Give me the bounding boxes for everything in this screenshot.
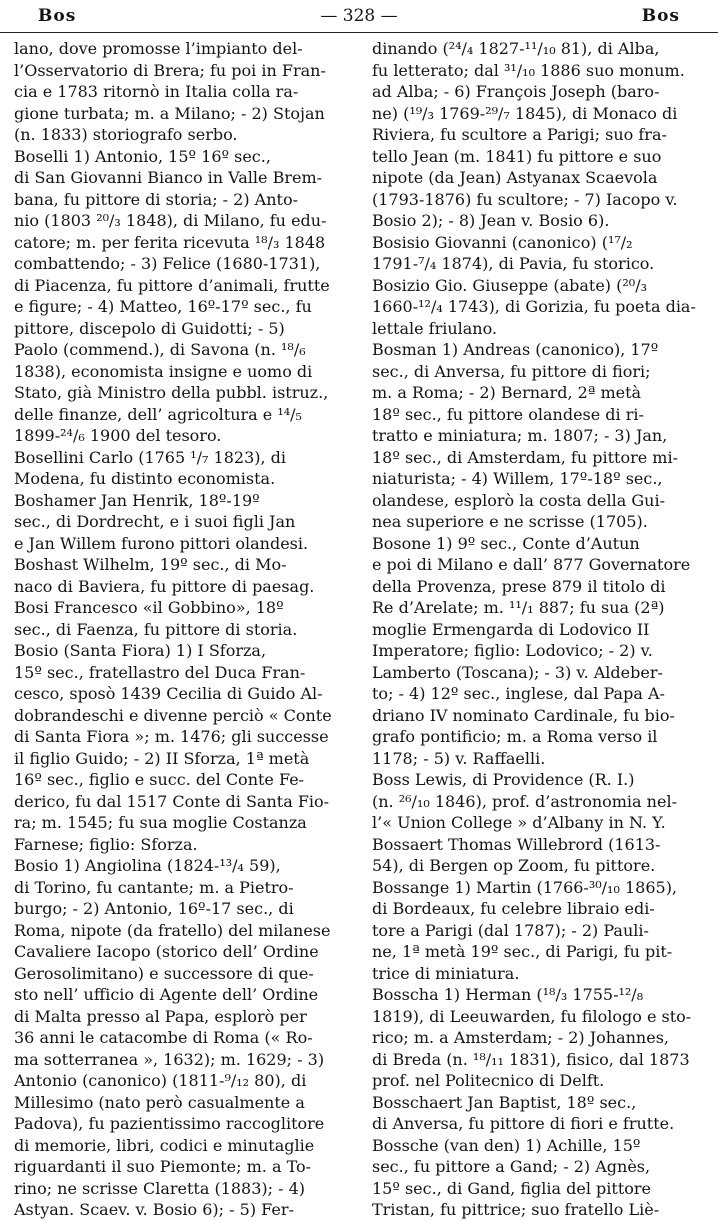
text-line: pittore, discepolo di Guidotti; - 5) <box>14 318 285 338</box>
text-line: cia e 1783 ritornò in Italia colla ra- <box>14 82 299 101</box>
text-line: olandese, esplorò la costa della Gui- <box>372 490 665 510</box>
text-line: gione turbata; m. a Milano; - 2) Stojan <box>14 103 325 123</box>
text-line: sec., fu pittore a Gand; - 2) Agnès, <box>372 1157 651 1176</box>
text-line: (n. 1833) storiografo serbo. <box>14 125 238 144</box>
text-line: catore; m. per ferita ricevuta ¹⁸/₃ 1848 <box>14 232 326 252</box>
text-line: to; - 4) 12º sec., inglese, dal Papa A- <box>372 684 665 703</box>
text-line: nea superiore e ne scrisse (1705). <box>372 512 648 531</box>
text-line: Bosone 1) 9º sec., Conte d’Autun <box>372 533 640 553</box>
text-line: ad Alba; - 6) François Joseph (baro- <box>372 82 660 101</box>
text-line: niaturista; - 4) Willem, 17º-18º sec., <box>372 469 663 488</box>
text-line: ma sotterranea », 1632); m. 1629; - 3) <box>14 1049 325 1069</box>
text-line: tratto e miniatura; m. 1807; - 3) Jan, <box>372 426 668 445</box>
text-line: e figure; - 4) Matteo, 16º-17º sec., fu <box>14 297 312 316</box>
text-line: bana, fu pittore di storia; - 2) Anto- <box>14 189 298 209</box>
text-line: m. a Roma; - 2) Bernard, 2ª metà <box>372 383 642 402</box>
text-line: derico, fu dal 1517 Conte di Santa Fio- <box>14 791 330 811</box>
text-line: Tristan, fu pittrice; suo fratello Liè- <box>372 1200 660 1219</box>
text-line: Bosscha 1) Herman (¹⁸/₃ 1755-¹²/₈ <box>372 985 644 1004</box>
text-line: Paolo (commend.), di Savona (n. ¹⁸/₆ <box>14 340 306 359</box>
text-line: ra; m. 1545; fu sua moglie Costanza <box>14 813 307 832</box>
text-line: Roma, nipote (da fratello) del milanese <box>14 920 331 940</box>
text-line: 16º sec., figlio e succ. del Conte Fe- <box>14 770 305 789</box>
text-line: di Breda (n. ¹⁸/₁₁ 1831), fisico, dal 1873 <box>372 1049 690 1069</box>
text-line: Bosio 2); - 8) Jean v. Bosio 6). <box>372 211 610 230</box>
running-head-left: Bos <box>38 6 77 26</box>
text-line: sec., di Faenza, fu pittore di storia. <box>14 619 298 639</box>
page-number: — 328 — <box>320 6 398 26</box>
text-line: di Piacenza, fu pittore d’animali, frutte <box>14 275 330 295</box>
text-line: Imperatore; figlio: Lodovico; - 2) v. <box>372 641 653 660</box>
text-line: Stato, già Ministro della pubbl. istruz., <box>14 383 329 402</box>
text-line: ne, 1ª metà 19º sec., di Parigi, fu pit- <box>372 942 673 961</box>
text-line: Boshast Wilhelm, 19º sec., di Mo- <box>14 555 287 574</box>
text-line: Antonio (canonico) (1811-⁹/₁₂ 80), di <box>14 1071 307 1090</box>
text-line: tore a Parigi (dal 1787); - 2) Pauli- <box>372 920 649 940</box>
text-line: cesco, sposò 1439 Cecilia di Guido Al- <box>14 684 323 703</box>
text-column-left <box>14 38 354 1219</box>
text-line: Bosisio Giovanni (canonico) (¹⁷/₂ <box>372 232 633 252</box>
text-line: di Torino, fu cantante; m. a Pietro- <box>14 877 294 897</box>
text-line: 1819), di Leeuwarden, fu filologo e sto- <box>372 1006 692 1026</box>
text-line: della Provenza, prese 879 il titolo di <box>372 576 666 596</box>
text-line: Riviera, fu scultore a Parigi; suo fra- <box>372 125 667 144</box>
text-line: 1838), economista insigne e uomo di <box>14 361 313 381</box>
text-line: burgo; - 2) Antonio, 16º-17 sec., di <box>14 899 294 918</box>
text-line: e poi di Milano e dall’ 877 Governatore <box>372 555 691 574</box>
text-line: Boselli 1) Antonio, 15º 16º sec., <box>14 146 271 166</box>
text-line: tello Jean (m. 1841) fu pittore e suo <box>372 146 662 166</box>
text-line: nio (1803 ²⁰/₃ 1848), di Milano, fu edu- <box>14 211 327 230</box>
text-line: Bosio (Santa Fiora) 1) I Sforza, <box>14 641 267 660</box>
text-line: Bosman 1) Andreas (canonico), 17º <box>372 340 659 359</box>
text-line: dinando (²⁴/₄ 1827-¹¹/₁₀ 81), di Alba, <box>372 39 660 58</box>
text-line: Bosi Francesco «il Gobbino», 18º <box>14 598 284 617</box>
text-line: Bosio 1) Angiolina (1824-¹³/₄ 59), <box>14 856 281 875</box>
text-line: Gerosolimitano) e successore di que- <box>14 963 314 983</box>
text-line: 1178; - 5) v. Raffaelli. <box>372 748 546 768</box>
text-line: rino; ne scrisse Claretta (1883); - 4) <box>14 1178 306 1198</box>
text-line: Cavaliere Iacopo (storico dell’ Ordine <box>14 942 319 961</box>
text-line: 1660-¹²/₄ 1743), di Gorizia, fu poeta dia- <box>372 297 696 316</box>
text-line: 18º sec., di Amsterdam, fu pittore mi- <box>372 447 678 467</box>
text-line: riguardanti il suo Piemonte; m. a To- <box>14 1157 312 1176</box>
text-line: naco di Baviera, fu pittore di paesag. <box>14 576 315 596</box>
text-line: ne) (¹⁹/₃ 1769-²⁹/₇ 1845), di Monaco di <box>372 103 678 123</box>
text-line: Bosizio Gio. Giuseppe (abate) (²⁰/₃ <box>372 275 647 295</box>
text-line: Bosschaert Jan Baptist, 18º sec., <box>372 1092 637 1112</box>
text-line: 1791-⁷/₄ 1874), di Pavia, fu storico. <box>372 254 655 273</box>
text-line: Boss Lewis, di Providence (R. I.) <box>372 770 635 789</box>
text-line: Bosellini Carlo (1765 ¹/₇ 1823), di <box>14 447 287 467</box>
text-line: Modena, fu distinto economista. <box>14 469 276 488</box>
text-line: 15º sec., di Gand, figlia del pittore <box>372 1178 652 1198</box>
text-line: lettale friulano. <box>372 318 498 338</box>
text-line: Re d’Arelate; m. ¹¹/₁ 887; fu sua (2ª) <box>372 598 665 617</box>
text-line: Padova), fu pazientissimo raccoglitore <box>14 1114 325 1133</box>
text-line: (n. ²⁶/₁₀ 1846), prof. d’astronomia nel- <box>372 791 677 811</box>
text-line: prof. nel Politecnico di Delft. <box>372 1071 605 1090</box>
text-line: combattendo; - 3) Felice (1680-1731), <box>14 254 321 273</box>
text-line: grafo pontificio; m. a Roma verso il <box>372 727 658 746</box>
text-line: l’Osservatorio di Brera; fu poi in Fran- <box>14 60 326 80</box>
text-line: Lamberto (Toscana); - 3) v. Aldeber- <box>372 662 663 682</box>
text-line: Millesimo (nato però casualmente a <box>14 1092 305 1112</box>
text-line: driano IV nominato Cardinale, fu bio- <box>372 705 675 725</box>
text-line: Bossange 1) Martin (1766-³⁰/₁₀ 1865), <box>372 877 678 897</box>
page-header <box>0 0 718 33</box>
text-line: di Malta presso al Papa, esplorò per <box>14 1006 307 1026</box>
text-line: 18º sec., fu pittore olandese di ri- <box>372 404 644 424</box>
text-line: l’« Union College » d’Albany in N. Y. <box>372 813 666 832</box>
running-head-right: Bos <box>641 6 680 26</box>
text-line: rico; m. a Amsterdam; - 2) Johannes, <box>372 1028 669 1047</box>
text-line: Bossaert Thomas Willebrord (1613- <box>372 834 661 854</box>
text-line: il figlio Guido; - 2) II Sforza, 1ª metà <box>14 748 310 768</box>
text-line: di San Giovanni Bianco in Valle Brem- <box>14 168 323 187</box>
text-line: di Anversa, fu pittore di fiori e frutte. <box>372 1114 675 1133</box>
text-line: 15º sec., fratellastro del Duca Fran- <box>14 662 306 682</box>
text-line: dobrandeschi e divenne perciò « Conte <box>14 705 332 725</box>
text-line: trice di miniatura. <box>372 963 520 983</box>
text-line: Boshamer Jan Henrik, 18º-19º <box>14 490 260 510</box>
text-line: nipote (da Jean) Astyanax Scaevola <box>372 168 658 187</box>
text-line: 36 anni le catacombe di Roma (« Ro- <box>14 1028 313 1047</box>
text-line: di Santa Fiora »; m. 1476; gli successe <box>14 727 329 746</box>
text-line: Astyan. Scaev. v. Bosio 6); - 5) Fer- <box>14 1200 294 1219</box>
text-line: sec., di Anversa, fu pittore di fiori; <box>372 361 651 381</box>
text-line: 54), di Bergen op Zoom, fu pittore. <box>372 856 656 875</box>
text-line: e Jan Willem furono pittori olandesi. <box>14 533 309 553</box>
text-line: di memorie, libri, codici e minutaglie <box>14 1135 315 1155</box>
text-line: Bossche (van den) 1) Achille, 15º <box>372 1135 641 1155</box>
text-column-right <box>372 38 706 1219</box>
text-line: sec., di Dordrecht, e i suoi figli Jan <box>14 512 296 531</box>
text-line: di Bordeaux, fu celebre libraio edi- <box>372 899 655 918</box>
text-line: Farnese; figlio: Sforza. <box>14 834 198 854</box>
text-line: moglie Ermengarda di Lodovico II <box>372 619 650 639</box>
text-line: fu letterato; dal ³¹/₁₀ 1886 suo monum. <box>372 60 685 80</box>
text-line: 1899-²⁴/₆ 1900 del tesoro. <box>14 426 222 445</box>
text-line: (1793-1876) fu scultore; - 7) Iacopo v. <box>372 189 678 209</box>
text-line: sto nell’ ufficio di Agente dell’ Ordine <box>14 985 319 1004</box>
text-line: lano, dove promosse l’impianto del- <box>14 39 303 58</box>
text-line: delle finanze, dell’ agricoltura e ¹⁴/₅ <box>14 404 302 424</box>
